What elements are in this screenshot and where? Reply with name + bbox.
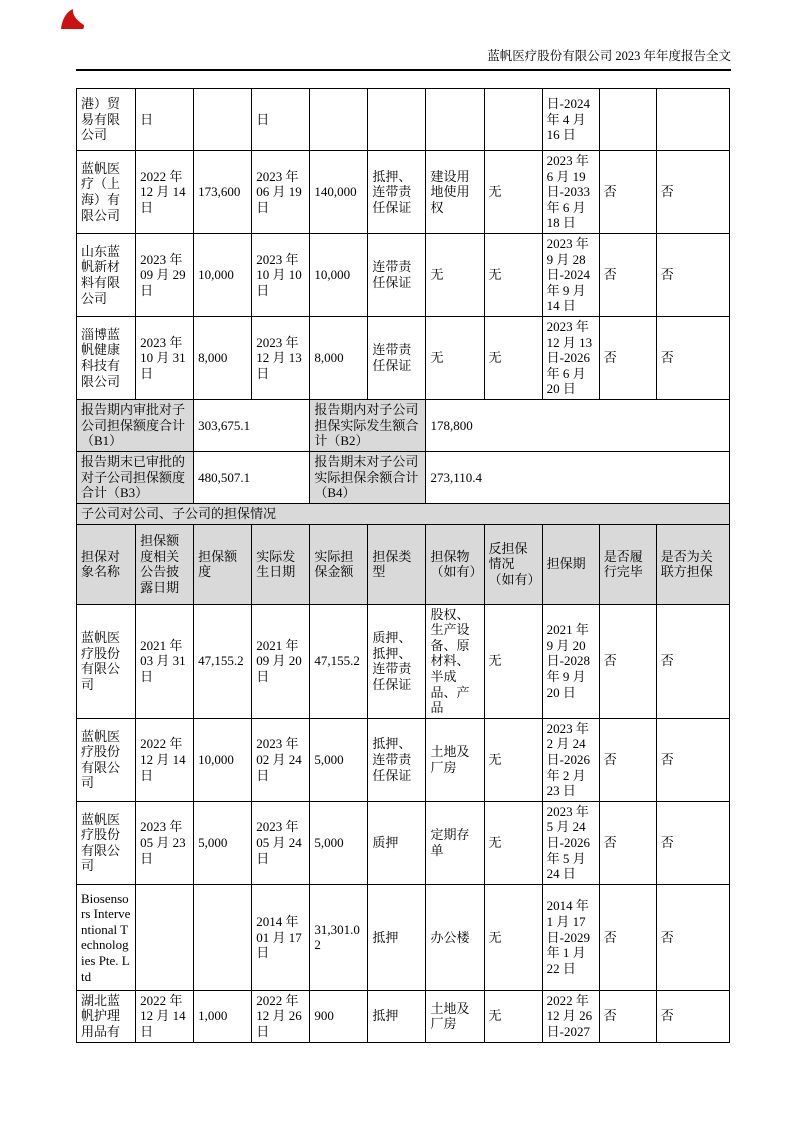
summary-label-cell: 报告期内对子公司担保实际发生额合计（B2） [310, 399, 426, 451]
guarantee-cell: 2023 年 05 月 24 日 [252, 801, 310, 884]
guarantee-cell: 31,301.02 [310, 884, 368, 990]
guarantee-cell [368, 89, 426, 151]
guarantee-cell: 否 [599, 604, 656, 718]
guarantee-cell: 2022 年 12 月 26 日 [252, 990, 310, 1042]
guarantee-cell: 2023 年 10 月 10 日 [252, 233, 310, 316]
guarantee-cell: 山东蓝帆新材料有限公司 [77, 233, 136, 316]
guarantee-cell: 日-2024 年 4 月 16 日 [542, 89, 599, 151]
guarantee-cell [426, 89, 484, 151]
guarantee-cell: 否 [599, 233, 656, 316]
guarantee-cell: 否 [656, 718, 729, 801]
guarantee-cell: 无 [484, 801, 542, 884]
summary-value-cell: 303,675.1 [194, 399, 310, 451]
guarantee-cell: 蓝帆医疗股份有限公司 [77, 604, 136, 718]
guarantee-cell: 2022 年 12 月 14 日 [136, 718, 194, 801]
summary-row [77, 451, 730, 503]
guarantee-cell: 否 [656, 151, 729, 234]
guarantee-cell: 蓝帆医疗股份有限公司 [77, 718, 136, 801]
column-header-cell: 实际发生日期 [252, 524, 310, 604]
guarantee-cell: 日 [136, 89, 194, 151]
guarantee-cell: 140,000 [310, 151, 368, 234]
guarantee-cell: 10,000 [194, 233, 252, 316]
guarantee-cell: 5,000 [194, 801, 252, 884]
guarantee-cell: 无 [484, 604, 542, 718]
bluesail-medical-logo-icon [59, 8, 86, 31]
guarantee-cell: 否 [656, 884, 729, 990]
column-header-cell: 是否为关联方担保 [656, 524, 729, 604]
guarantee-cell: 土地及厂房 [426, 990, 484, 1042]
guarantee-cell: 2023 年 2 月 24 日-2026 年 2 月 23 日 [542, 718, 599, 801]
column-header-cell: 担保对象名称 [77, 524, 136, 604]
guarantee-cell: 否 [656, 316, 729, 399]
column-header-cell: 担保物（如有） [426, 524, 484, 604]
guarantee-cell [194, 89, 252, 151]
guarantee-cell: 无 [484, 233, 542, 316]
guarantee-cell: 2021 年 9 月 20 日-2028 年 9 月 20 日 [542, 604, 599, 718]
guarantee-cell: 2022 年 12 月 26 日-2027 [542, 990, 599, 1042]
guarantee-row-continued [77, 233, 730, 316]
guarantee-cell: 否 [599, 151, 656, 234]
guarantee-cell: 10,000 [310, 233, 368, 316]
summary-label-cell: 报告期内审批对子公司担保额度合计（B1） [77, 399, 194, 451]
guarantee-cell [310, 89, 368, 151]
section-title-cell: 子公司对公司、子公司的担保情况 [77, 503, 730, 524]
guarantee-row [77, 604, 730, 718]
guarantee-cell: 抵押、连带责任保证 [368, 151, 426, 234]
guarantee-cell: 900 [310, 990, 368, 1042]
logo-sail-shape [61, 9, 84, 29]
guarantee-cell: 否 [599, 316, 656, 399]
guarantee-cell: 否 [599, 801, 656, 884]
guarantee-row [77, 718, 730, 801]
summary-value-cell: 480,507.1 [194, 451, 310, 503]
guarantee-cell: 连带责任保证 [368, 316, 426, 399]
guarantee-cell [656, 89, 729, 151]
guarantee-cell: 2023 年 09 月 29 日 [136, 233, 194, 316]
guarantee-cell: 2014 年 1 月 17 日-2029 年 1 月 22 日 [542, 884, 599, 990]
guarantee-cell: 否 [656, 233, 729, 316]
guarantee-cell: 日 [252, 89, 310, 151]
guarantee-cell: 港）贸易有限公司 [77, 89, 136, 151]
guarantee-cell: 无 [484, 151, 542, 234]
guarantee-cell: 否 [599, 990, 656, 1042]
report-title: 蓝帆医疗股份有限公司 2023 年年度报告全文 [487, 49, 731, 63]
guarantee-cell: 否 [656, 990, 729, 1042]
guarantee-cell: 抵押 [368, 884, 426, 990]
guarantee-cell: 2022 年 12 月 14 日 [136, 151, 194, 234]
guarantee-cell: 无 [426, 233, 484, 316]
guarantee-cell: 2023 年 12 月 13 日-2026 年 6 月 20 日 [542, 316, 599, 399]
guarantee-cell: Biosensors Interventional Technologies Pte. Ltd [77, 884, 136, 990]
guarantee-cell: 10,000 [194, 718, 252, 801]
guarantee-cell: 定期存单 [426, 801, 484, 884]
guarantee-row [77, 884, 730, 990]
page-header [76, 48, 731, 71]
guarantee-cell: 无 [484, 884, 542, 990]
guarantee-cell: 2021 年 03 月 31 日 [136, 604, 194, 718]
guarantee-cell: 股权、生产设备、原材料、半成品、产品 [426, 604, 484, 718]
guarantee-cell: 47,155.2 [310, 604, 368, 718]
summary-row [77, 399, 730, 451]
guarantee-cell: 抵押、连带责任保证 [368, 718, 426, 801]
guarantee-cell: 无 [484, 718, 542, 801]
guarantee-cell: 抵押 [368, 990, 426, 1042]
guarantee-cell: 8,000 [310, 316, 368, 399]
column-header-cell: 是否履行完毕 [599, 524, 656, 604]
guarantee-cell: 办公楼 [426, 884, 484, 990]
guarantee-cell: 2023 年 12 月 13 日 [252, 316, 310, 399]
column-header-cell: 担保额度相关公告披露日期 [136, 524, 194, 604]
section-title-row [77, 503, 730, 524]
guarantee-cell: 湖北蓝帆护理用品有 [77, 990, 136, 1042]
guarantee-cell [194, 884, 252, 990]
guarantee-cell: 5,000 [310, 718, 368, 801]
guarantee-row-continued [77, 151, 730, 234]
guarantee-cell: 1,000 [194, 990, 252, 1042]
guarantee-cell: 8,000 [194, 316, 252, 399]
guarantee-cell: 否 [599, 718, 656, 801]
guarantee-row [77, 990, 730, 1042]
guarantee-cell: 2014 年 01 月 17 日 [252, 884, 310, 990]
guarantee-cell: 5,000 [310, 801, 368, 884]
guarantee-row-continued [77, 89, 730, 151]
guarantee-cell: 无 [484, 316, 542, 399]
summary-label-cell: 报告期末已审批的对子公司担保额度合计（B3） [77, 451, 194, 503]
guarantee-cell: 建设用地使用权 [426, 151, 484, 234]
column-header-cell: 实际担保金额 [310, 524, 368, 604]
guarantee-cell: 质押、抵押、连带责任保证 [368, 604, 426, 718]
guarantee-cell: 蓝帆医疗股份有限公司 [77, 801, 136, 884]
summary-value-cell: 273,110.4 [426, 451, 730, 503]
guarantee-cell: 质押 [368, 801, 426, 884]
guarantee-cell: 2023 年 5 月 24 日-2026 年 5 月 24 日 [542, 801, 599, 884]
column-header-cell: 担保额度 [194, 524, 252, 604]
guarantee-cell: 2023 年 6 月 19 日-2033 年 6 月 18 日 [542, 151, 599, 234]
guarantee-cell: 2023 年 02 月 24 日 [252, 718, 310, 801]
guarantee-cell [599, 89, 656, 151]
column-header-cell: 担保期 [542, 524, 599, 604]
guarantee-cell: 2023 年 06 月 19 日 [252, 151, 310, 234]
guarantee-cell: 2023 年 10 月 31 日 [136, 316, 194, 399]
guarantee-cell: 2022 年 12 月 14 日 [136, 990, 194, 1042]
guarantee-cell: 2021 年 09 月 20 日 [252, 604, 310, 718]
guarantee-cell: 无 [484, 990, 542, 1042]
guarantee-cell [484, 89, 542, 151]
column-header-cell: 反担保情况（如有） [484, 524, 542, 604]
column-header-row [77, 524, 730, 604]
summary-label-cell: 报告期末对子公司实际担保余额合计（B4） [310, 451, 426, 503]
summary-value-cell: 178,800 [426, 399, 730, 451]
guarantee-cell: 连带责任保证 [368, 233, 426, 316]
guarantee-cell: 2023 年 05 月 23 日 [136, 801, 194, 884]
guarantee-table [76, 88, 730, 1043]
guarantee-cell [136, 884, 194, 990]
guarantee-row-continued [77, 316, 730, 399]
guarantee-row [77, 801, 730, 884]
guarantee-cell: 蓝帆医疗（上海）有限公司 [77, 151, 136, 234]
guarantee-cell: 否 [599, 884, 656, 990]
guarantee-cell: 无 [426, 316, 484, 399]
guarantee-cell: 淄博蓝帆健康科技有限公司 [77, 316, 136, 399]
guarantee-cell: 47,155.2 [194, 604, 252, 718]
guarantee-cell: 173,600 [194, 151, 252, 234]
column-header-cell: 担保类型 [368, 524, 426, 604]
guarantee-cell: 否 [656, 604, 729, 718]
guarantee-cell: 2023 年 9 月 28 日-2024 年 9 月 14 日 [542, 233, 599, 316]
guarantee-cell: 土地及厂房 [426, 718, 484, 801]
guarantee-cell: 否 [656, 801, 729, 884]
